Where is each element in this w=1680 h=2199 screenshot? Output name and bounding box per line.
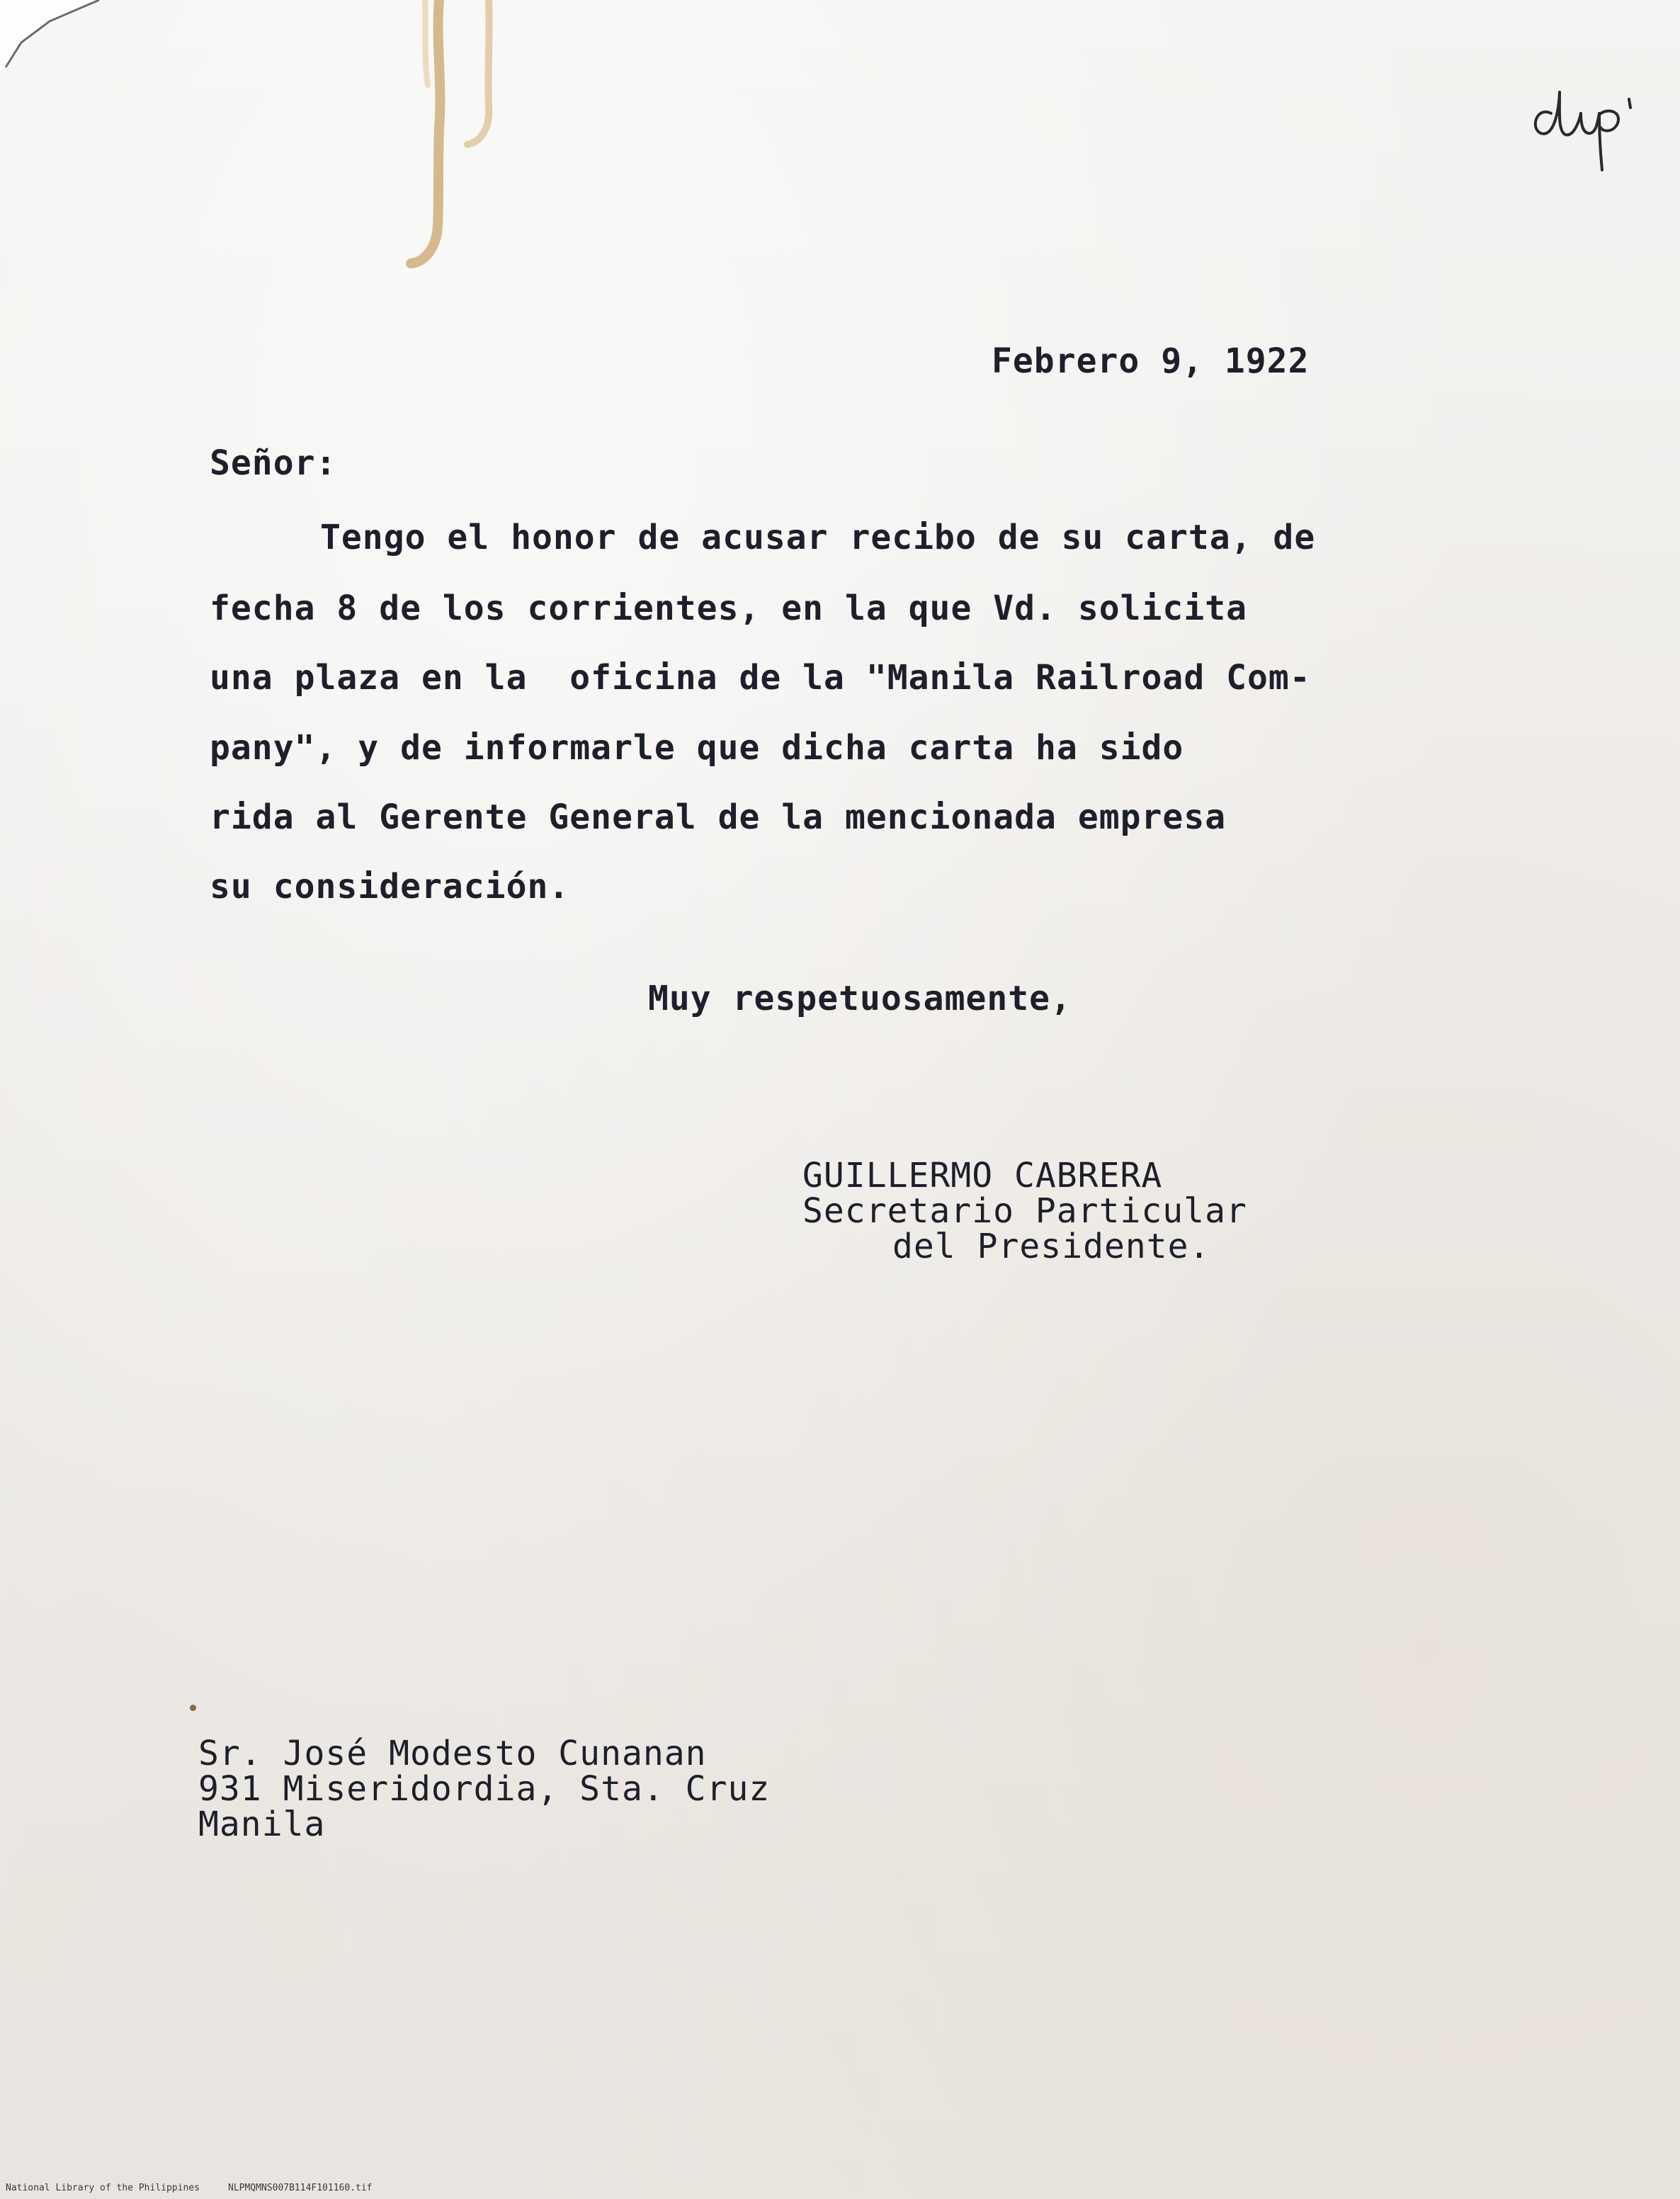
body-line-2: fecha 8 de los corrientes, en la que Vd. solicita [210, 589, 1248, 628]
signatory-title-line-2: del Presidente. [892, 1227, 1210, 1266]
salutation: Señor: [210, 443, 337, 483]
body-line-1: Tengo el honor de acusar recibo de su carta, de [320, 518, 1316, 557]
body-line-5: rida al Gerente General de la mencionada empresa [210, 797, 1227, 837]
recipient-street: 931 Miseridordia, Sta. Cruz [198, 1769, 771, 1809]
body-line-6: su consideración. [210, 867, 570, 907]
letter-date: Febrero 9, 1922 [992, 341, 1310, 381]
recipient-name: Sr. José Modesto Cunanan [198, 1734, 707, 1773]
handwritten-dup-mark [1523, 64, 1664, 177]
body-line-3: una plaza en la oficina de la "Manila Railroad Com- [210, 658, 1311, 698]
signatory-name: GUILLERMO CABRERA [802, 1156, 1163, 1195]
stain-dot [190, 1705, 196, 1711]
signatory-title-line-1: Secretario Particular [802, 1191, 1247, 1231]
body-line-4: pany", y de informarle que dicha carta ha sido [210, 728, 1184, 768]
paperclip-rust-stain [368, 0, 531, 269]
archive-credit: National Library of the Philippines [6, 2183, 200, 2193]
recipient-city: Manila [198, 1805, 326, 1844]
archive-filename: NLPMQMNS007B114F101160.tif [228, 2183, 373, 2193]
torn-corner-mark [0, 0, 113, 78]
closing: Muy respetuosamente, [648, 979, 1072, 1018]
